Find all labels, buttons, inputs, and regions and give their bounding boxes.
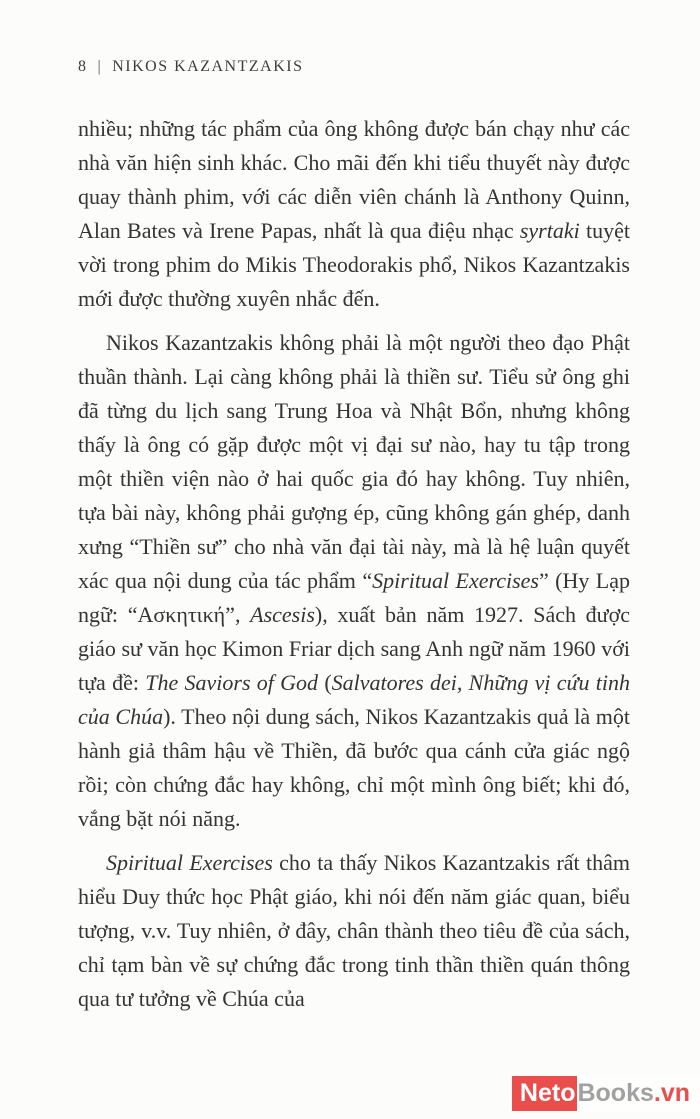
header-divider: | [97,58,103,75]
text-run-italic: Salvatores dei, Những vị cứu tinh của Chúa [78,670,631,729]
text-run: ( [318,670,332,695]
paragraph [78,846,630,1016]
text-run: ” (Hy Lạp ngữ: “Ασκητική”, [78,568,631,627]
watermark-books-label: Books [577,1076,653,1111]
text-run-italic: Spiritual Exercises [372,568,539,593]
text-run: ), xuất bản năm 1927. Sách được giáo sư văn học Kimon Friar dịch sang Anh ngữ năm 1960 với tựa đề: [78,602,630,695]
text-run: ). Theo nội dung sách, Nikos Kazantzakis quả là một hành giả thâm hậu về Thiền, đã bước qua cánh cửa giác ngộ rồi; còn chứng đắc hay không, chỉ một mình ông biết; khi đó, vắng bặt nói năng. [78,704,630,831]
text-run-italic: Spiritual Exercises [106,850,273,875]
paragraph [78,112,630,316]
running-title: NIKOS KAZANTZAKIS [112,58,304,75]
page-number: 8 [78,58,88,75]
text-run-italic: syrtaki [519,218,580,243]
text-run-italic: The Saviors of God [145,670,319,695]
page-body [78,112,630,1026]
text-run: tuyệt vời trong phim do Mikis Theodorakis phổ, Nikos Kazantzakis mới được thường xuyên nhắc đến. [78,218,630,311]
text-run-italic: Ascesis [250,602,315,627]
text-run: cho ta thấy Nikos Kazantzakis rất thâm hiểu Duy thức học Phật giáo, khi nói đến năm giác quan, biểu tượng, v.v. Tuy nhiên, ở đây, chân thành theo tiêu đề của sách, chỉ tạm bàn về sự chứng đắc trong tinh thần thiền quán thông qua tư tưởng về Chúa của [78,850,630,1011]
watermark-neto-label: Neto [512,1076,578,1111]
watermark-vn-label: .vn [654,1076,700,1111]
netobooks-watermark [512,1076,700,1111]
text-run: Nikos Kazantzakis không phải là một người theo đạo Phật thuần thành. Lại càng không phải là thiền sư. Tiểu sử ông ghi đã từng du lịch sang Trung Hoa và Nhật Bổn, nhưng không thấy là ông có gặp được một vị đại sư nào, hay tu tập trong một thiền viện nào ở hai quốc gia đó hay không. Tuy nhiên, tựa bài này, không phải gượng ép, cũng không gán ghép, danh xưng “Thiền sư” cho nhà văn đại tài này, mà là hệ luận quyết xác qua nội dung của tác phẩm “ [78,330,630,593]
paragraph [78,326,630,836]
text-run: nhiều; những tác phẩm của ông không được bán chạy như các nhà văn hiện sinh khác. Cho mãi đến khi tiểu thuyết này được quay thành phim, với các diễn viên chánh là Anthony Quinn, Alan Bates và Irene Papas, nhất là qua điệu nhạc [78,116,630,243]
page-header [78,58,630,76]
